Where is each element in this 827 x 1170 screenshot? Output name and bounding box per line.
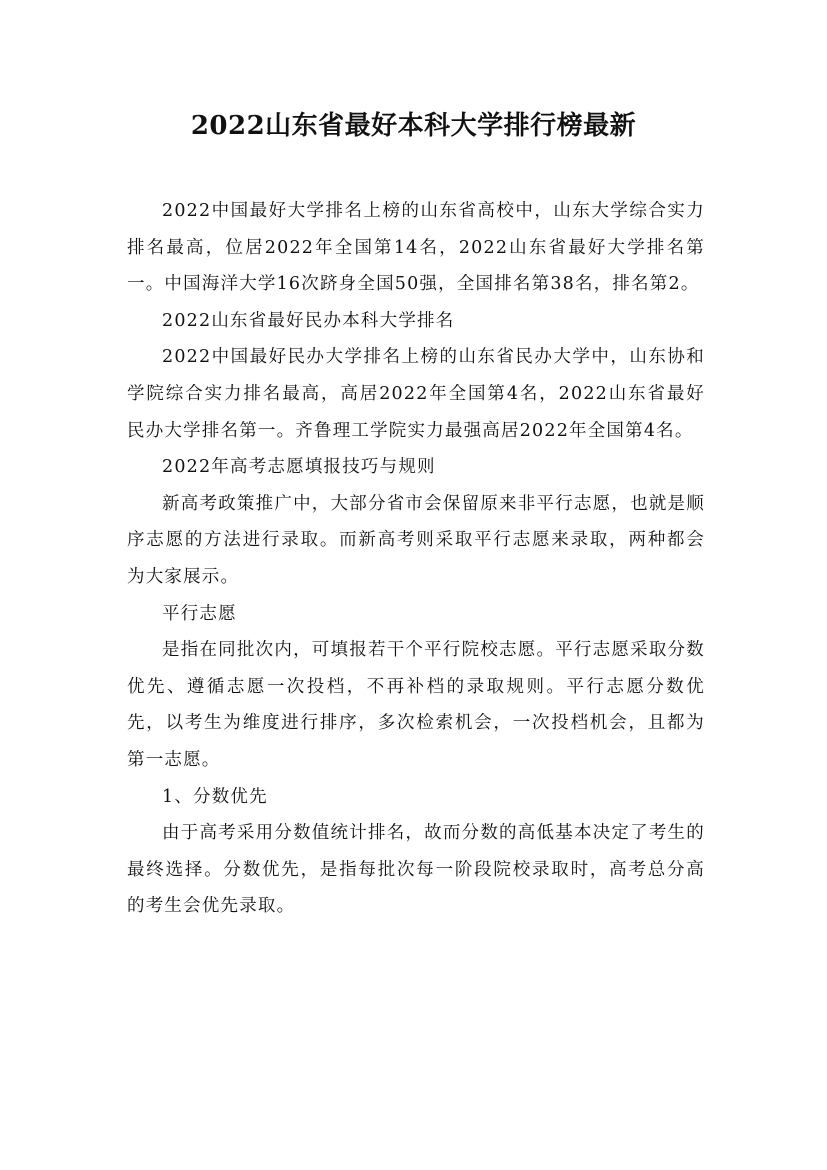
paragraph-new-policy: 新高考政策推广中，大部分省市会保留原来非平行志愿，也就是顺序志愿的方法进行录取。而新高考则采取平行志愿来录取，两种都会为大家展示。: [127, 493, 705, 587]
heading-private-ranking: 2022山东省最好民办本科大学排名: [162, 310, 455, 331]
paragraph-parallel-choice: 是指在同批次内，可填报若干个平行院校志愿。平行志愿采取分数优先、遵循志愿一次投档，不再补档的录取规则。平行志愿分数优先，以考生为维度进行排序，多次检索机会，一次投档机会，且都为第一志愿。: [127, 640, 705, 770]
paragraph-private-ranking: 2022中国最好民办大学排名上榜的山东省民办大学中，山东协和学院综合实力排名最高，高居2022年全国第4名，2022山东省最好民办大学排名第一。齐鲁理工学院实力最强高居2022年全国第4名。: [127, 347, 705, 441]
document-body: [127, 193, 705, 925]
paragraph-intro: 2022中国最好大学排名上榜的山东省高校中，山东大学综合实力排名最高，位居2022年全国第14名，2022山东省最好大学排名第一。中国海洋大学16次跻身全国50强，全国排名第38名，排名第2。: [127, 201, 705, 295]
document-title: 2022山东省最好本科大学排行榜最新: [190, 111, 637, 141]
paragraph-score-priority: 由于高考采用分数值统计排名，故而分数的高低基本决定了考生的最终选择。分数优先，是指每批次每一阶段院校录取时，高考总分高的考生会优先录取。: [127, 823, 705, 917]
heading-score-priority: 1、分数优先: [162, 786, 268, 807]
heading-application-tips: 2022年高考志愿填报技巧与规则: [162, 457, 436, 478]
heading-parallel-choice: 平行志愿: [162, 603, 237, 624]
